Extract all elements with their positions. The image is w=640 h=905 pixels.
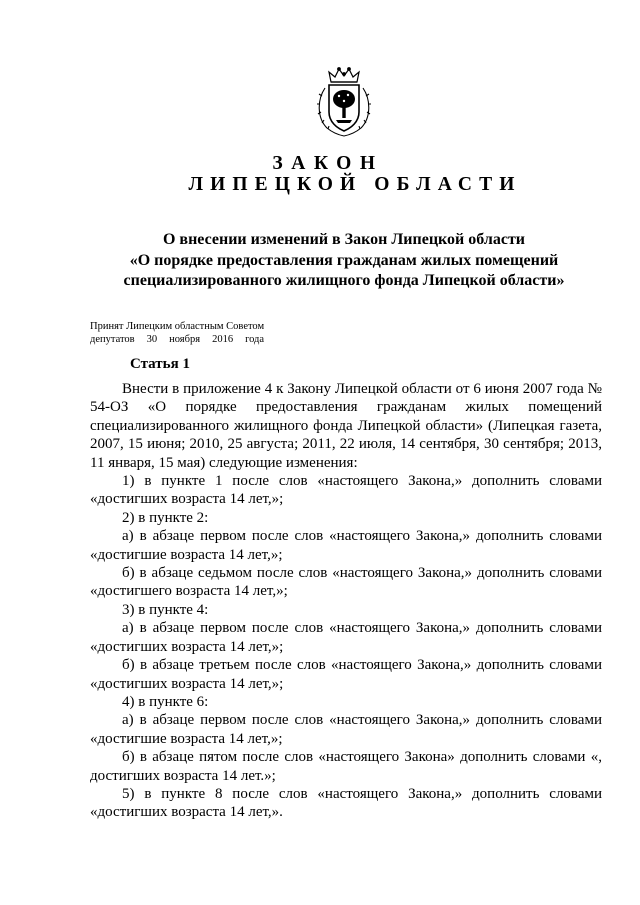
adoption-day: 30 <box>146 333 158 345</box>
coat-of-arms-icon <box>315 66 373 138</box>
region-title: ЛИПЕЦКОЙ ОБЛАСТИ <box>188 174 522 195</box>
article-body <box>90 380 602 822</box>
article-paragraph: 2) в пункте 2: <box>122 509 209 526</box>
article-paragraph: 3) в пункте 4: <box>122 601 209 618</box>
subject-line: О внесении изменений в Закон Липецкой области <box>162 231 526 248</box>
subject-line: специализированного жилищного фонда Липецкой области» <box>123 272 565 289</box>
article-paragraph: а) в абзаце первом после слов «настоящего Закона,» дополнить словами «достигшие возраста 14 лет,»; <box>90 712 602 747</box>
article-paragraph: б) в абзаце седьмом после слов «настоящего Закона,» дополнить словами «достигшего возраста 14 лет,»; <box>90 565 602 600</box>
adoption-deputies: депутатов <box>90 333 135 345</box>
article-paragraph: а) в абзаце первом после слов «настоящего Закона,» дополнить словами «достигшие возраста 14 лет,»; <box>90 528 602 563</box>
adoption-line: Принят Липецким областным Советом <box>90 321 265 332</box>
article-paragraph: 1) в пункте 1 после слов «настоящего Закона,» дополнить словами «достигших возраста 14 лет,»; <box>90 473 602 508</box>
subject-line: «О порядке предоставления гражданам жилых помещений <box>129 251 559 269</box>
law-title: ЗАКОН <box>272 153 384 174</box>
document-subject <box>64 230 624 292</box>
article-paragraph: а) в абзаце первом после слов «настоящего Закона,» дополнить словами «достигших возраста 14 лет,»; <box>90 620 602 655</box>
article-paragraph: Внести в приложение 4 к Закону Липецкой области от 6 июня 2007 года № 54-ОЗ «О порядке предоставления гражданам жилых помещений специализированного жилищного фонда Липецкой области» (Липецкая газета, 2007, 15 июня; 2010, 25 августа; 2011, 22 июля, 14 сентября, 30 сентября; 2013, 11 января, 15 мая) следующие изменения: <box>90 381 602 471</box>
article-paragraph: б) в абзаце третьем после слов «настоящего Закона,» дополнить словами «достигших возраста 14 лет,»; <box>90 657 602 692</box>
adoption-year: 2016 <box>212 333 234 345</box>
adoption-month: ноября <box>169 333 201 345</box>
article-paragraph: б) в абзаце пятом после слов «настоящего Закона» дополнить словами «, достигших возраста 14 лет.»; <box>90 749 602 784</box>
article-heading: Статья 1 <box>130 356 190 372</box>
adoption-year-word: года <box>245 333 265 345</box>
adoption-note <box>90 321 264 346</box>
article-paragraph: 4) в пункте 6: <box>122 693 209 710</box>
adoption-date-line <box>90 334 264 347</box>
article-paragraph: 5) в пункте 8 после слов «настоящего Закона,» дополнить словами «достигших возраста 14 лет,». <box>90 785 602 821</box>
